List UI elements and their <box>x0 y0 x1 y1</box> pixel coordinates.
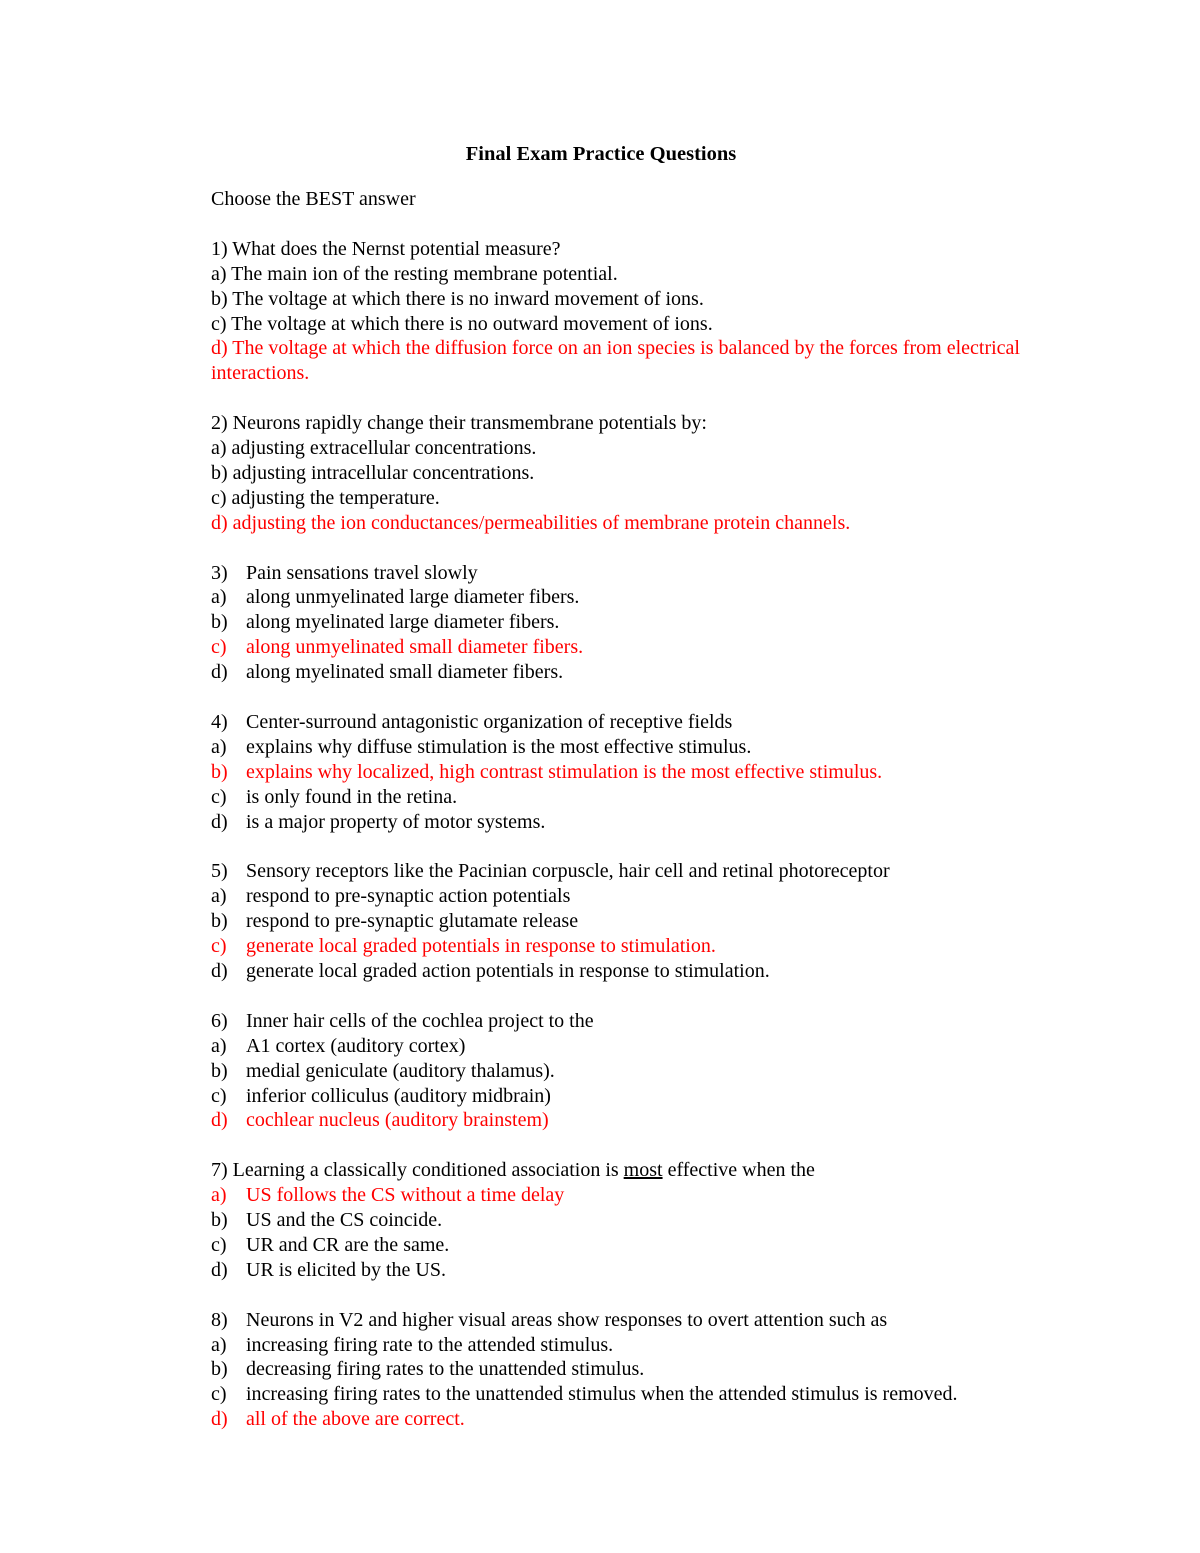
answer-option-d <box>211 959 1041 984</box>
option-text: medial geniculate (auditory thalamus). <box>246 1059 555 1082</box>
option-label: a) <box>211 1333 227 1356</box>
answer-option-b <box>211 1059 1041 1084</box>
spacer <box>211 212 1041 237</box>
option-text: respond to pre-synaptic action potentials <box>246 885 571 908</box>
question-stem <box>211 1158 1041 1183</box>
question-number: 4) <box>211 710 228 733</box>
answer-option-c <box>211 785 1041 810</box>
question-3 <box>211 561 1041 686</box>
question-text-before: 7) Learning a classically conditioned association is <box>211 1159 624 1182</box>
option-label: c) <box>211 785 227 808</box>
option-text: increasing firing rates to the unattended stimulus when the attended stimulus is removed. <box>246 1383 958 1406</box>
option-label: d) <box>211 1258 228 1281</box>
option-label: d) <box>211 1408 228 1431</box>
answer-option-a <box>211 884 1041 909</box>
question-stem <box>211 1308 1041 1333</box>
option-text: UR and CR are the same. <box>246 1233 450 1256</box>
option-label: b) <box>211 1209 228 1232</box>
option-label: d) <box>211 1109 228 1132</box>
question-text: Sensory receptors like the Pacinian corpuscle, hair cell and retinal photoreceptor <box>246 860 890 883</box>
question-stem: 1) What does the Nernst potential measure? <box>211 237 561 260</box>
option-text: increasing firing rate to the attended stimulus. <box>246 1333 614 1356</box>
answer-option-a <box>211 585 1041 610</box>
question-4 <box>211 710 1041 835</box>
option-text: generate local graded action potentials in response to stimulation. <box>246 960 770 983</box>
spacer <box>211 1283 1041 1308</box>
option-text: is only found in the retina. <box>246 785 458 808</box>
option-label: c) <box>211 1084 227 1107</box>
option-label: c) <box>211 1233 227 1256</box>
answer-option-a <box>211 1034 1041 1059</box>
question-number: 3) <box>211 561 228 584</box>
option-text: US and the CS coincide. <box>246 1209 443 1232</box>
option-label: d) <box>211 960 228 983</box>
answer-option-c: c) The voltage at which there is no outward movement of ions. <box>211 312 713 335</box>
question-1 <box>211 237 1041 386</box>
question-number: 5) <box>211 860 228 883</box>
question-number: 8) <box>211 1308 228 1331</box>
question-stem: 2) Neurons rapidly change their transmembrane potentials by: <box>211 412 707 435</box>
option-text: along myelinated small diameter fibers. <box>246 661 564 684</box>
answer-option-b <box>211 1208 1041 1233</box>
option-text: is a major property of motor systems. <box>246 810 546 833</box>
question-stem <box>211 1009 1041 1034</box>
option-label: a) <box>211 885 227 908</box>
option-label: a) <box>211 1034 227 1057</box>
question-stem <box>211 859 1041 884</box>
question-7 <box>211 1158 1041 1283</box>
question-2 <box>211 411 1041 536</box>
option-text: explains why diffuse stimulation is the most effective stimulus. <box>246 735 752 758</box>
option-text: generate local graded potentials in response to stimulation. <box>246 935 716 958</box>
question-text: Inner hair cells of the cochlea project to the <box>246 1009 594 1032</box>
spacer <box>211 835 1041 860</box>
question-stem <box>211 561 1041 586</box>
correct-answer-option-a <box>211 1183 1041 1208</box>
option-label: a) <box>211 1184 227 1207</box>
option-label: c) <box>211 935 227 958</box>
option-label: a) <box>211 735 227 758</box>
answer-option-b <box>211 909 1041 934</box>
option-label: d) <box>211 810 228 833</box>
option-label: b) <box>211 1358 228 1381</box>
option-label: b) <box>211 760 228 783</box>
spacer <box>211 685 1041 710</box>
option-label: a) <box>211 586 227 609</box>
option-text: respond to pre-synaptic glutamate release <box>246 910 579 933</box>
option-text: along myelinated large diameter fibers. <box>246 611 560 634</box>
option-label: c) <box>211 636 227 659</box>
spacer <box>211 536 1041 561</box>
question-8 <box>211 1308 1041 1433</box>
option-text: decreasing firing rates to the unattended stimulus. <box>246 1358 645 1381</box>
correct-answer-option-d <box>211 1407 1041 1432</box>
answer-option-c <box>211 1382 1041 1407</box>
option-text: US follows the CS without a time delay <box>246 1184 565 1207</box>
option-text: all of the above are correct. <box>246 1408 465 1431</box>
correct-answer-option-d: d) adjusting the ion conductances/permeabilities of membrane protein channels. <box>211 511 851 534</box>
document-page <box>211 138 1041 1432</box>
correct-answer-option-c <box>211 635 1041 660</box>
answer-option-a <box>211 1333 1041 1358</box>
option-label: b) <box>211 910 228 933</box>
question-text-after: effective when the <box>662 1159 815 1182</box>
answer-option-b <box>211 610 1041 635</box>
question-text: Center-surround antagonistic organization of receptive fields <box>246 710 733 733</box>
option-label: b) <box>211 1059 228 1082</box>
instructions: Choose the BEST answer <box>211 188 416 210</box>
answer-option-c <box>211 1084 1041 1109</box>
spacer <box>211 984 1041 1009</box>
option-label: b) <box>211 611 228 634</box>
correct-answer-option-c <box>211 934 1041 959</box>
answer-option-c: c) adjusting the temperature. <box>211 486 440 509</box>
answer-option-a <box>211 735 1041 760</box>
option-text: along unmyelinated large diameter fibers. <box>246 586 580 609</box>
answer-option-d <box>211 660 1041 685</box>
option-label: d) <box>211 661 228 684</box>
option-text: UR is elicited by the US. <box>246 1258 446 1281</box>
option-text: explains why localized, high contrast stimulation is the most effective stimulus. <box>246 760 883 783</box>
option-text: cochlear nucleus (auditory brainstem) <box>246 1109 549 1132</box>
option-text: A1 cortex (auditory cortex) <box>246 1034 466 1057</box>
question-number: 6) <box>211 1009 228 1032</box>
answer-option-c <box>211 1233 1041 1258</box>
answer-option-b <box>211 1357 1041 1382</box>
correct-answer-option-b <box>211 760 1041 785</box>
spacer <box>211 386 1041 411</box>
option-text: along unmyelinated small diameter fibers. <box>246 636 584 659</box>
question-6 <box>211 1009 1041 1134</box>
correct-answer-option-d <box>211 1108 1041 1133</box>
document-title: Final Exam Practice Questions <box>465 143 737 165</box>
answer-option-d <box>211 810 1041 835</box>
question-text: Pain sensations travel slowly <box>246 561 478 584</box>
answer-option-a: a) adjusting extracellular concentrations. <box>211 437 537 460</box>
option-text: inferior colliculus (auditory midbrain) <box>246 1084 551 1107</box>
option-label: c) <box>211 1383 227 1406</box>
question-text: Neurons in V2 and higher visual areas show responses to overt attention such as <box>246 1308 888 1331</box>
question-5 <box>211 859 1041 984</box>
answer-option-b: b) adjusting intracellular concentrations. <box>211 461 535 484</box>
question-stem <box>211 710 1041 735</box>
question-text-underlined: most <box>623 1159 663 1182</box>
answer-option-a: a) The main ion of the resting membrane potential. <box>211 262 618 285</box>
answer-option-b: b) The voltage at which there is no inward movement of ions. <box>211 287 704 310</box>
correct-answer-option-d: d) The voltage at which the diffusion force on an ion species is balanced by the forces from electrical interactions. <box>211 337 1025 385</box>
spacer <box>211 1133 1041 1158</box>
answer-option-d <box>211 1258 1041 1283</box>
